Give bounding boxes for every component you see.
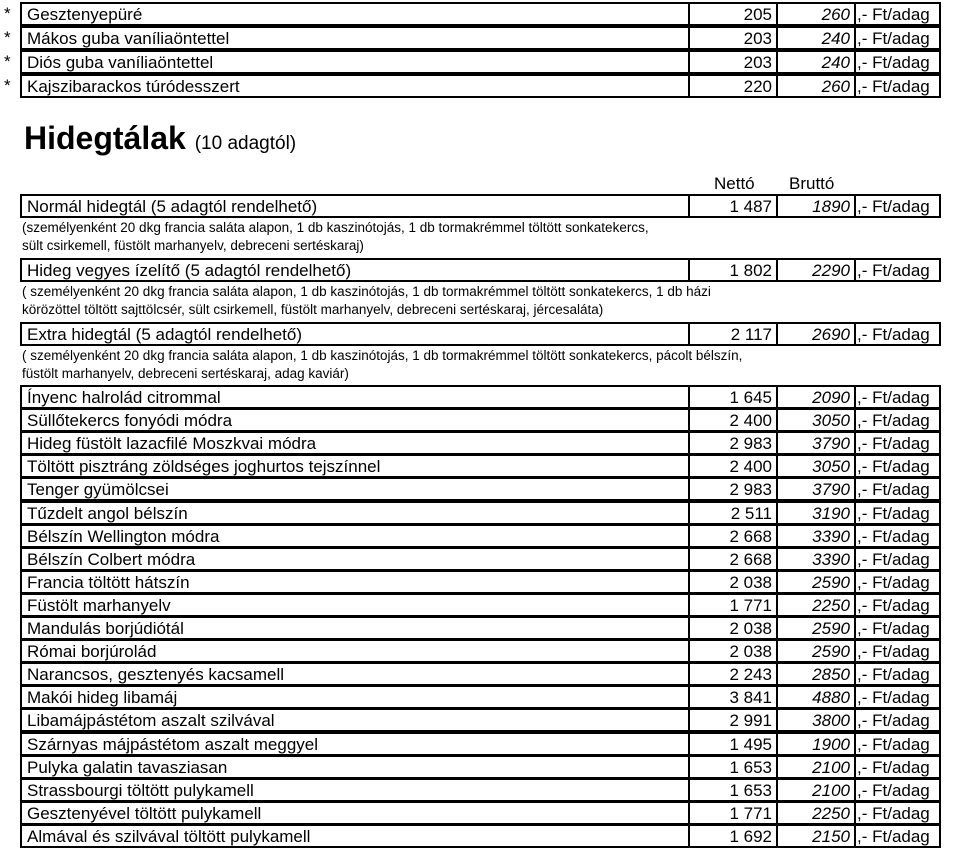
unit-cell [854,824,941,848]
brutto-price-cell [776,732,854,756]
netto-price-cell [688,454,776,478]
netto-price: 2 983 [729,434,772,454]
item-name: Süllőtekercs fonyódi módra [27,411,233,431]
price-unit: ,- Ft/adag [857,595,930,615]
section-subtitle: (10 adagtól) [194,133,297,154]
price-unit: ,- Ft/adag [857,665,930,685]
item-name-cell [20,755,688,779]
brutto-price: 2090 [812,388,850,407]
platter-description-line: sült csirkemell, füstölt marhanyelv, debreceni sertéskaraj) [22,238,364,253]
netto-price-cell [688,824,776,848]
item-name-cell [20,431,688,455]
item-name-cell [20,454,688,478]
item-name-cell [20,639,688,663]
brutto-price-cell [776,801,854,825]
netto-price: 205 [743,5,772,24]
item-name-cell [20,616,688,640]
netto-price: 2 038 [729,572,772,592]
brutto-price: 3050 [812,411,850,431]
netto-price-cell [688,778,776,802]
price-unit: ,- Ft/adag [857,572,930,592]
brutto-price-cell [776,74,854,98]
unit-cell [854,547,941,571]
item-name: Pulyka galatin tavasziasan [27,757,228,777]
brutto-price-cell [776,50,854,74]
unit-cell [854,50,941,74]
unit-cell [854,732,941,756]
item-name: Narancsos, gesztenyés kacsamell [27,665,285,685]
brutto-price-cell [776,322,854,346]
netto-price-cell [688,801,776,825]
brutto-price-cell [776,2,854,26]
price-unit: ,- Ft/adag [857,411,930,431]
netto-price-cell [688,258,776,282]
item-name-cell [20,708,688,732]
item-name: Füstölt marhanyelv [27,595,171,615]
item-name: Francia töltött hátszín [27,572,190,592]
netto-price-cell [688,26,776,50]
platter-description-line: (személyenként 20 dkg francia saláta alapon, 1 db kaszinótojás, 1 db tormakrémmel töltött sonkatekercs, [22,220,649,235]
item-name: Tenger gyümölcsei [27,480,169,500]
netto-price-cell [688,50,776,74]
brutto-price-cell [776,570,854,594]
netto-price-cell [688,2,776,26]
item-name: Bélszín Wellington módra [27,526,220,546]
unit-cell [854,708,941,732]
netto-price-cell [688,755,776,779]
item-name-cell [20,524,688,548]
netto-price: 2 668 [729,549,772,569]
netto-price-cell [688,662,776,686]
brutto-price-cell [776,616,854,640]
unit-cell [854,755,941,779]
item-name: Ínyenc halrolád citrommal [27,388,221,407]
brutto-price-cell [776,258,854,282]
price-unit: ,- Ft/adag [857,549,930,569]
item-name-cell [20,547,688,571]
brutto-price-cell [776,524,854,548]
netto-price: 1 692 [729,826,772,846]
unit-cell [854,431,941,455]
unit-cell [854,477,941,501]
netto-price-cell [688,593,776,617]
netto-price: 1 802 [729,261,772,280]
item-name-cell [20,26,688,50]
unit-cell [854,593,941,617]
item-name-cell [20,408,688,432]
price-unit: ,- Ft/adag [857,757,930,777]
netto-price: 203 [743,53,772,72]
netto-price: 2 511 [730,503,772,523]
netto-price: 1 645 [729,388,772,407]
item-name-cell [20,824,688,848]
brutto-price: 2690 [812,325,850,344]
netto-price: 1 495 [729,734,772,754]
brutto-price-cell [776,194,854,218]
item-name-cell [20,662,688,686]
brutto-price-cell [776,685,854,709]
brutto-price-cell [776,454,854,478]
item-name: Diós guba vaníliaöntettel [27,53,214,72]
item-name: Libamájpástétom aszalt szilvával [27,711,275,731]
netto-price-cell [688,477,776,501]
brutto-price: 240 [821,53,850,72]
item-name-cell [20,194,688,218]
brutto-price: 3790 [812,434,850,454]
netto-price-cell [688,74,776,98]
netto-price: 1 771 [729,595,772,615]
item-name: Római borjúrolád [27,642,157,662]
brutto-price-cell [776,755,854,779]
item-name: Mandulás borjúdiótál [27,619,184,638]
price-unit: ,- Ft/adag [857,780,930,800]
unit-cell [854,616,941,640]
price-unit: ,- Ft/adag [857,642,930,662]
platter-description-line: ( személyenként 20 dkg francia saláta alapon, 1 db kaszinótojás, 1 db tormakrémmel töltött sonkatekercs, 1 db házi [22,284,711,299]
column-header-netto: Nettó [714,174,755,193]
unit-cell [854,258,941,282]
netto-price: 1 771 [729,803,772,823]
unit-cell [854,408,941,432]
item-name-cell [20,322,688,346]
item-name-cell [20,732,688,756]
section-title [24,120,296,157]
brutto-price-cell [776,639,854,663]
unit-cell [854,322,941,346]
brutto-price: 260 [821,77,850,96]
unit-cell [854,194,941,218]
brutto-price-cell [776,824,854,848]
platter-description-line: ( személyenként 20 dkg francia saláta alapon, 1 db kaszinótojás, 1 db tormakrémmel töltött sonkatekercs, pácolt bélszín, [22,348,743,363]
unit-cell [854,501,941,525]
netto-price: 2 038 [729,642,772,662]
price-unit: ,- Ft/adag [857,197,930,216]
item-name-cell [20,385,688,409]
price-unit: ,- Ft/adag [857,803,930,823]
platter-description-line: füstölt marhanyelv, debreceni sertéskaraj, adag kaviár) [22,366,349,381]
netto-price: 2 983 [729,480,772,500]
unit-cell [854,685,941,709]
brutto-price: 2250 [812,803,850,823]
item-name: Strassbourgi töltött pulykamell [27,780,254,800]
netto-price: 2 038 [729,619,772,638]
brutto-price: 3050 [812,457,850,477]
price-unit: ,- Ft/adag [857,711,930,731]
item-name-cell [20,685,688,709]
netto-price: 1 653 [729,780,772,800]
brutto-price-cell [776,547,854,571]
unit-cell [854,639,941,663]
column-header-brutto: Bruttó [789,174,835,193]
netto-price-cell [688,322,776,346]
netto-price-cell [688,685,776,709]
netto-price-cell [688,501,776,525]
item-name-cell [20,778,688,802]
brutto-price: 3790 [812,480,850,500]
price-unit: ,- Ft/adag [857,734,930,754]
item-name-cell [20,50,688,74]
price-unit: ,- Ft/adag [857,826,930,846]
price-unit: ,- Ft/adag [857,457,930,477]
brutto-price: 1900 [812,734,850,754]
price-unit: ,- Ft/adag [857,619,930,638]
row-marker: * [4,28,11,47]
unit-cell [854,524,941,548]
price-unit: ,- Ft/adag [857,261,930,280]
brutto-price: 3190 [812,503,850,523]
item-name-cell [20,570,688,594]
price-unit: ,- Ft/adag [857,388,930,407]
brutto-price-cell [776,477,854,501]
item-name-cell [20,593,688,617]
brutto-price: 3390 [812,526,850,546]
unit-cell [854,74,941,98]
item-name: Makói hideg libamáj [27,688,178,708]
platter-description-line: körözöttel töltött sajttölcsér, sült csirkemell, füstölt marhanyelv, debreceni sertéskaraj, jércesaláta) [22,302,604,317]
brutto-price: 1890 [812,197,850,216]
item-name: Gesztenyével töltött pulykamell [27,803,262,823]
brutto-price: 2290 [812,261,850,280]
netto-price: 220 [743,77,772,96]
price-unit: ,- Ft/adag [857,526,930,546]
row-marker: * [4,52,11,71]
price-unit: ,- Ft/adag [857,503,930,523]
netto-price-cell [688,639,776,663]
brutto-price-cell [776,408,854,432]
item-name: Kajszibarackos túródesszert [27,77,240,96]
brutto-price-cell [776,431,854,455]
item-name: Hideg vegyes ízelítő (5 adagtól rendelhető) [27,261,352,280]
row-marker: * [4,76,11,95]
brutto-price: 2100 [812,757,850,777]
netto-price: 203 [743,29,772,48]
netto-price: 1 653 [729,757,772,777]
brutto-price: 2150 [812,826,850,846]
price-unit: ,- Ft/adag [857,5,930,24]
brutto-price: 260 [821,5,850,24]
netto-price-cell [688,708,776,732]
netto-price-cell [688,732,776,756]
item-name: Mákos guba vaníliaöntettel [27,29,230,48]
item-name: Almával és szilvával töltött pulykamell [27,826,311,846]
brutto-price: 4880 [812,688,850,708]
netto-price-cell [688,524,776,548]
item-name-cell [20,2,688,26]
netto-price-cell [688,616,776,640]
unit-cell [854,454,941,478]
price-unit: ,- Ft/adag [857,53,930,72]
netto-price-cell [688,385,776,409]
brutto-price: 3390 [812,549,850,569]
brutto-price-cell [776,708,854,732]
price-unit: ,- Ft/adag [857,325,930,344]
item-name-cell [20,801,688,825]
item-name: Tűzdelt angol bélszín [27,503,188,523]
item-name: Normál hidegtál (5 adagtól rendelhető) [27,197,318,216]
item-name: Szárnyas májpástétom aszalt meggyel [27,734,319,754]
item-name: Hideg füstölt lazacfilé Moszkvai módra [27,434,317,454]
netto-price-cell [688,570,776,594]
netto-price-cell [688,408,776,432]
brutto-price: 2100 [812,780,850,800]
brutto-price: 3800 [812,711,850,731]
brutto-price-cell [776,593,854,617]
netto-price: 2 991 [729,711,772,731]
netto-price: 2 400 [729,411,772,431]
price-unit: ,- Ft/adag [857,434,930,454]
brutto-price: 2590 [812,642,850,662]
unit-cell [854,801,941,825]
item-name-cell [20,477,688,501]
row-marker: * [4,4,11,23]
item-name-cell [20,74,688,98]
brutto-price: 2590 [812,572,850,592]
brutto-price: 240 [821,29,850,48]
price-unit: ,- Ft/adag [857,480,930,500]
netto-price: 3 841 [729,688,772,708]
unit-cell [854,2,941,26]
unit-cell [854,570,941,594]
brutto-price-cell [776,662,854,686]
item-name: Bélszín Colbert módra [27,549,196,569]
item-name-cell [20,258,688,282]
brutto-price-cell [776,26,854,50]
netto-price: 2 668 [729,526,772,546]
item-name-cell [20,501,688,525]
netto-price: 2 117 [730,325,772,344]
netto-price-cell [688,194,776,218]
item-name: Extra hidegtál (5 adagtól rendelhető) [27,325,303,344]
unit-cell [854,26,941,50]
brutto-price: 2850 [812,665,850,685]
netto-price: 2 243 [729,665,772,685]
netto-price: 2 400 [729,457,772,477]
price-unit: ,- Ft/adag [857,77,930,96]
price-unit: ,- Ft/adag [857,29,930,48]
netto-price-cell [688,547,776,571]
brutto-price-cell [776,501,854,525]
item-name: Töltött pisztráng zöldséges joghurtos tejszínnel [27,457,381,477]
price-unit: ,- Ft/adag [857,688,930,708]
netto-price: 1 487 [729,197,772,216]
unit-cell [854,662,941,686]
brutto-price-cell [776,385,854,409]
brutto-price: 2250 [812,595,850,615]
section-title-text: Hidegtálak [24,120,186,156]
brutto-price: 2590 [812,619,850,638]
brutto-price-cell [776,778,854,802]
item-name: Gesztenyepüré [27,5,143,24]
unit-cell [854,385,941,409]
unit-cell [854,778,941,802]
netto-price-cell [688,431,776,455]
